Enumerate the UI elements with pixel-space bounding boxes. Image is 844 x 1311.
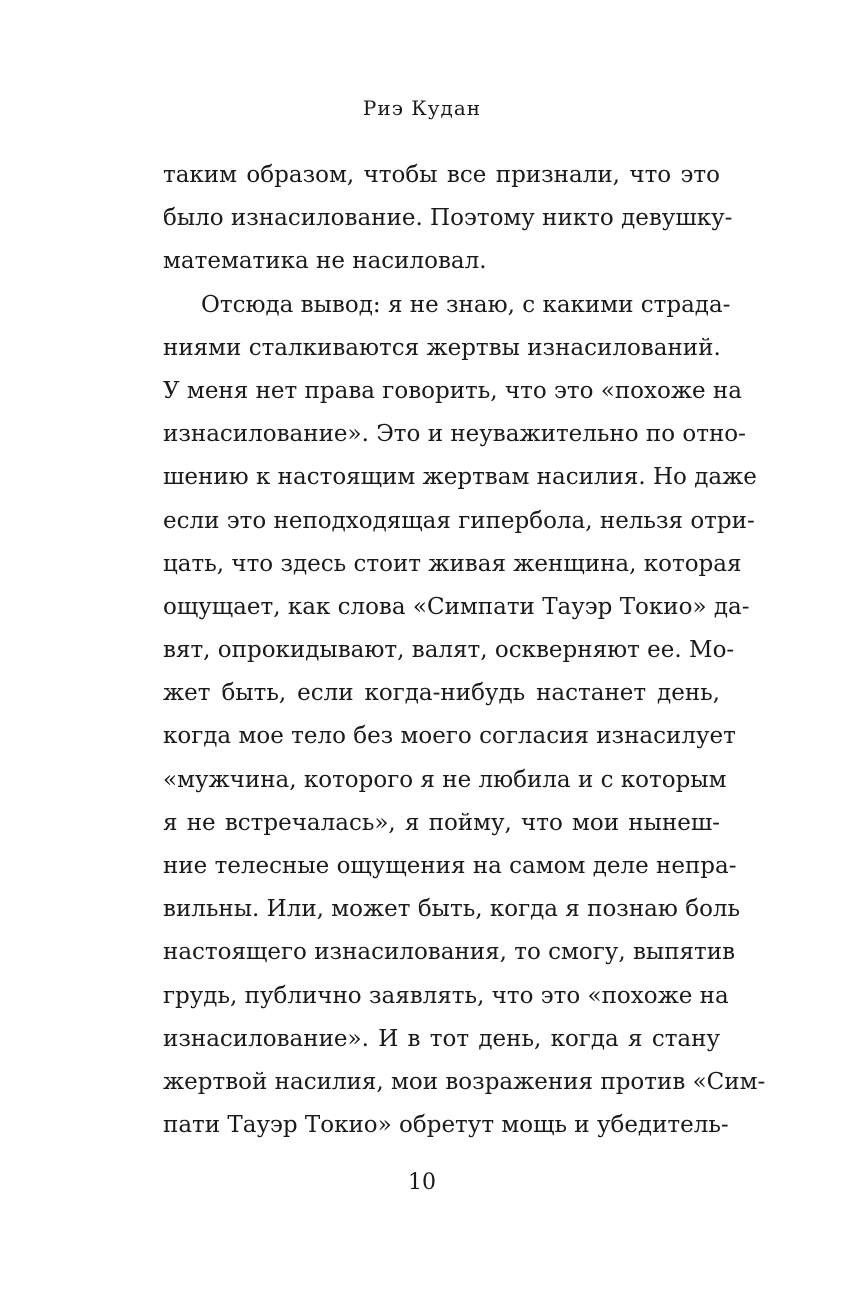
text-line: изнасилование». И в тот день, когда я стану xyxy=(163,1025,720,1052)
text-line: если это неподходящая гипербола, нельзя отри- xyxy=(163,507,755,534)
text-line: вят, опрокидывают, валят, оскверняют ее. Мо- xyxy=(163,637,735,664)
text-line: жертвой насилия, мои возражения против «Сим- xyxy=(163,1068,766,1095)
body-text xyxy=(163,154,766,1147)
page-number: 10 xyxy=(408,1170,436,1195)
text-line: было изнасилование. Поэтому никто девушку- xyxy=(163,205,733,232)
text-line: таким образом, чтобы все признали, что это xyxy=(163,162,720,188)
text-line: грудь, публично заявлять, что это «похоже на xyxy=(163,982,729,1009)
text-line: ощущает, как слова «Симпати Тауэр Токио» да- xyxy=(163,593,750,620)
text-line: шению к настоящим жертвам насилия. Но даже xyxy=(163,464,757,491)
text-line: изнасилование». Это и неуважительно по отно- xyxy=(163,421,746,448)
text-line: «мужчина, которого я не любила и с которым xyxy=(163,766,727,793)
running-header-author: Риэ Кудан xyxy=(362,96,482,120)
text-line: ниями сталкиваются жертвы изнасилований. xyxy=(163,334,721,361)
text-line: когда мое тело без моего согласия изнасилует xyxy=(163,723,736,750)
text-line: жет быть, если когда-нибудь настанет день, xyxy=(163,680,720,707)
text-line: я не встречалась», я пойму, что мои нынеш- xyxy=(163,809,720,836)
text-line: математика не насиловал. xyxy=(163,248,487,275)
text-line-paragraph-start: Отсюда вывод: я не знаю, с какими страда- xyxy=(201,291,731,318)
text-line: ние телесные ощущения на самом деле непра- xyxy=(163,853,737,879)
text-line: вильны. Или, может быть, когда я познаю боль xyxy=(163,896,741,923)
text-line: пати Тауэр Токио» обретут мощь и убедитель- xyxy=(163,1112,729,1139)
text-line: У меня нет права говорить, что это «похоже на xyxy=(163,377,742,404)
text-line: настоящего изнасилования, то смогу, выпятив xyxy=(163,939,736,966)
text-line: цать, что здесь стоит живая женщина, которая xyxy=(163,550,742,577)
